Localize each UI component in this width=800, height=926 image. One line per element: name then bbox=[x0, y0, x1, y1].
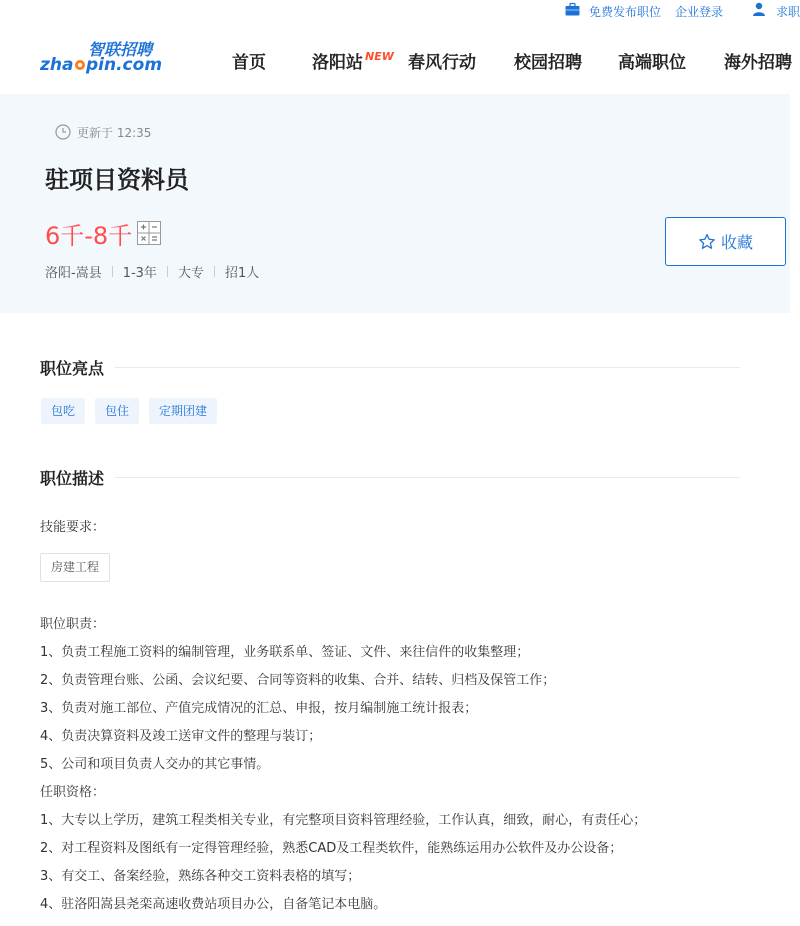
description-title: 职位描述 bbox=[40, 469, 105, 488]
highlight-tag: 包吃 bbox=[41, 398, 85, 424]
favorite-label: 收藏 bbox=[720, 233, 753, 252]
star-icon bbox=[698, 233, 716, 251]
updated-time: 更新于 12:35 bbox=[77, 126, 152, 140]
skill-tag: 房建工程 bbox=[40, 553, 110, 582]
requirement-line: 2、对工程资料及图纸有一定得管理经验，熟悉CAD及工程类软件，能熟练运用办公软件及办公设备； bbox=[40, 841, 623, 856]
post-job-link[interactable]: 免费发布职位 bbox=[589, 5, 662, 19]
nav-spring-action[interactable]: 春风行动 bbox=[408, 53, 476, 73]
highlight-tag: 包住 bbox=[95, 398, 139, 424]
job-seeker-link[interactable]: 求职 bbox=[776, 5, 800, 19]
meta-divider bbox=[214, 266, 215, 277]
job-experience: 1-3年 bbox=[122, 266, 157, 281]
highlight-tag: 定期团建 bbox=[149, 398, 217, 424]
skills-label: 技能要求： bbox=[40, 520, 106, 535]
requirement-line: 1、大专以上学历，建筑工程类相关专业，有完整项目资料管理经验，工作认真，细致，耐心，有责任心； bbox=[40, 813, 647, 828]
duty-line: 4、负责决算资料及竣工送审文件的整理与装订； bbox=[40, 729, 322, 744]
duties-label: 职位职责： bbox=[40, 617, 106, 632]
highlights-title: 职位亮点 bbox=[40, 359, 105, 378]
requirement-line: 3、有交工、备案经验，熟练各种交工资料表格的填写； bbox=[40, 869, 361, 884]
section-divider bbox=[115, 367, 740, 368]
requirement-line: 4、驻洛阳嵩县尧栾高速收费站项目办公，自备笔记本电脑。 bbox=[40, 897, 387, 912]
nav-luoyang[interactable]: 洛阳站 bbox=[312, 53, 363, 73]
meta-divider bbox=[112, 266, 113, 277]
svg-text:pin.com: pin.com bbox=[86, 55, 163, 75]
briefcase-icon bbox=[565, 3, 580, 16]
company-login-link[interactable]: 企业登录 bbox=[675, 5, 724, 19]
nav-campus[interactable]: 校园招聘 bbox=[514, 53, 582, 73]
job-meta bbox=[45, 262, 259, 281]
duty-line: 5、公司和项目负责人交办的其它事情。 bbox=[40, 757, 270, 772]
meta-divider bbox=[167, 266, 168, 277]
duty-line: 1、负责工程施工资料的编制管理，业务联系单、签证、文件、来往信件的收集整理； bbox=[40, 645, 530, 660]
section-divider bbox=[115, 477, 740, 478]
nav-overseas[interactable]: 海外招聘 bbox=[724, 53, 792, 73]
duty-line: 2、负责管理台账、公函、会议纪要、合同等资料的收集、合并、结转、归档及保管工作； bbox=[40, 673, 556, 688]
site-header bbox=[0, 22, 790, 94]
svg-text:zha: zha bbox=[40, 55, 74, 75]
nav-high-end[interactable]: 高端职位 bbox=[618, 53, 686, 73]
job-location: 洛阳-嵩县 bbox=[45, 266, 102, 281]
top-utility-bar bbox=[0, 0, 800, 22]
user-icon bbox=[752, 2, 766, 16]
duty-line: 3、负责对施工部位、产值完成情况的汇总、申报，按月编制施工统计报表； bbox=[40, 701, 478, 716]
svg-text:智联招聘: 智联招聘 bbox=[88, 40, 153, 59]
requirements-label: 任职资格： bbox=[40, 785, 106, 800]
job-headcount: 招1人 bbox=[224, 266, 260, 281]
job-summary bbox=[0, 94, 790, 313]
job-title: 驻项目资料员 bbox=[45, 166, 189, 194]
new-badge: NEW bbox=[365, 50, 394, 63]
nav-home[interactable]: 首页 bbox=[232, 53, 266, 73]
zhaopin-logo[interactable] bbox=[40, 40, 164, 74]
salary: 6千-8千 bbox=[45, 222, 133, 250]
clock-icon bbox=[55, 124, 71, 140]
favorite-button[interactable] bbox=[665, 217, 786, 266]
calculator-icon[interactable] bbox=[137, 221, 161, 245]
job-education: 大专 bbox=[177, 266, 204, 281]
